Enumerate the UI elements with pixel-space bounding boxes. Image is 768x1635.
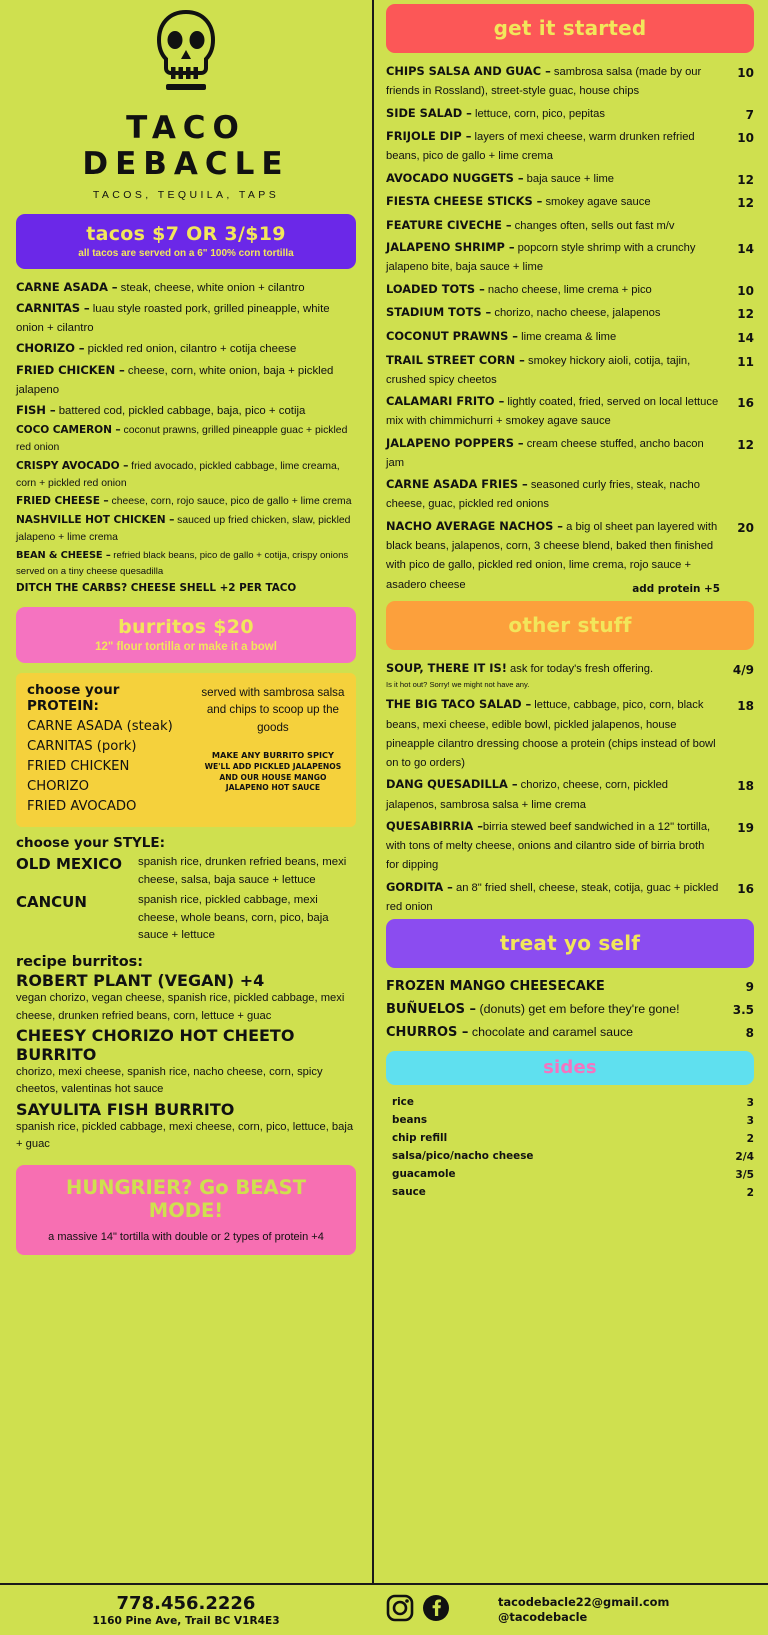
item-desc: smokey hickory aioli, cotija, tajin, crushed spicy cheetos: [386, 354, 691, 386]
list-item: [16, 299, 356, 338]
get-it-started-banner: [386, 4, 754, 53]
item-desc: chorizo, cheese, corn, pickled jalapenos, sambrosa salsa + lime crema: [386, 779, 669, 811]
protein-box: [16, 673, 356, 827]
list-item: [386, 775, 754, 815]
item-desc: lettuce, cabbage, pico, corn, black beans, mexi cheese, edible bowl, pickled jalapenos, house pineapple cilantro dressing choose a protein (chips instead of bowl on to go orders): [386, 699, 716, 770]
list-item: FRIED CHICKEN: [27, 759, 130, 775]
item-price: 16: [737, 881, 754, 896]
list-item: FRIED AVOCADO: [27, 799, 137, 815]
list-item: [386, 1094, 754, 1112]
footer-right: [372, 1594, 768, 1627]
item-desc: lettuce, corn, pico, pepitas: [471, 107, 605, 120]
recipe-name: SAYULITA FISH BURRITO: [16, 1099, 235, 1119]
item-name: NASHVILLE HOT CHICKEN –: [16, 514, 175, 527]
recipe-burritos: [16, 954, 356, 1153]
item-name: DANG QUESADILLA –: [386, 777, 518, 792]
item-desc: changes often, sells out fast m/v: [511, 219, 675, 232]
style-desc: spanish rice, pickled cabbage, mexi cheese, whole beans, corn, pico, baja sauce + lettuce: [138, 893, 329, 942]
item-desc: chocolate and caramel sauce: [468, 1024, 634, 1039]
item-name: COCONUT PRAWNS –: [386, 328, 518, 343]
item-desc: battered cod, pickled cabbage, baja, pico + cotija: [55, 404, 306, 417]
item-desc: steak, cheese, white onion + cilantro: [117, 282, 305, 294]
item-desc: baja sauce + lime: [523, 172, 614, 185]
item-price: 2: [746, 1187, 754, 1200]
list-item: [16, 361, 356, 400]
list-item: [16, 458, 356, 493]
item-name: chip refill: [392, 1131, 448, 1144]
item-name: FEATURE CIVECHE –: [386, 217, 512, 232]
sides-list: [386, 1094, 754, 1203]
item-desc: pickled red onion, cilantro + cotija cheese: [84, 343, 297, 356]
tacos-list: [16, 278, 356, 594]
item-name: sauce: [392, 1186, 426, 1199]
recipe-desc: vegan chorizo, vegan cheese, spanish rice, pickled cabbage, mexi cheese, drunken refried beans, corn, lettuce + guac: [16, 992, 345, 1022]
item-price: 7: [745, 107, 754, 122]
sides-banner: [386, 1051, 754, 1085]
item-desc: layers of mexi cheese, warm drunken refried beans, pico de gallo + lime crema: [386, 131, 695, 163]
tacos-banner: [16, 214, 356, 269]
facebook-icon[interactable]: [422, 1594, 450, 1627]
item-price: 16: [737, 396, 754, 411]
item-price: 8: [745, 1025, 754, 1040]
burritos-banner-sub: 12" flour tortilla or make it a bowl: [95, 641, 277, 654]
list-item: [386, 475, 754, 515]
item-desc: sauced up fried chicken, slaw, pickled jalapeno + lime crema: [16, 515, 351, 544]
item-price: 9: [745, 980, 754, 995]
item-name: guacamole: [392, 1168, 456, 1181]
item-desc: popcorn style shrimp with a crunchy jalapeno bite, baja sauce + lime: [386, 242, 696, 274]
item-price: 2/4: [735, 1151, 754, 1164]
list-item: [16, 278, 356, 298]
beast-mode-box: [16, 1165, 356, 1255]
item-name: LOADED TOTS –: [386, 281, 485, 296]
list-item: [386, 1023, 754, 1044]
column-divider: [372, 0, 374, 1583]
item-desc: lightly coated, fried, served on local lettuce mix with chimmichurri + smokey agave sauce: [386, 396, 719, 428]
tacos-banner-title: tacos $7 OR 3/$19: [86, 223, 286, 245]
item-price: 12: [737, 307, 754, 322]
item-price: 14: [737, 242, 754, 257]
list-item: [386, 392, 754, 432]
list-item: [16, 339, 356, 359]
list-item: [386, 695, 754, 773]
list-item: [16, 512, 356, 547]
item-price: [728, 216, 754, 217]
item-name: GORDITA –: [386, 879, 453, 894]
burritos-banner-title: burritos $20: [118, 616, 254, 639]
item-name: QUESABIRRIA –: [386, 818, 483, 833]
recipe-burritos-heading: recipe burritos:: [16, 954, 144, 971]
item-desc: lime creama & lime: [518, 330, 617, 343]
item-name: TRAIL STREET CORN –: [386, 352, 525, 367]
phone-number[interactable]: 778.456.2226: [116, 1593, 256, 1614]
item-desc: luau style roasted pork, grilled pineapple, white onion + cilantro: [16, 303, 330, 335]
skull-icon: [16, 10, 356, 102]
treat-yo-self-banner: [386, 919, 754, 968]
page-title: TACO DEBACLE: [82, 110, 290, 182]
list-item: [16, 548, 356, 579]
list-item: [386, 327, 754, 349]
email[interactable]: tacodebacle22@gmail.com: [498, 1594, 670, 1609]
protein-choices: [27, 682, 193, 817]
list-item: [386, 434, 754, 474]
item-name: rice: [392, 1095, 414, 1108]
list-item: CARNITAS (pork): [27, 739, 137, 755]
other-stuff-title: other stuff: [508, 612, 632, 637]
spicy-note-body: WE'LL ADD PICKLED JALAPENOS AND OUR HOUSE MANGO JALAPENO HOT SAUCE: [204, 761, 342, 793]
item-desc: seasoned curly fries, steak, nacho cheese, guac, pickled red onions: [386, 479, 700, 511]
item-name: FRIED CHEESE –: [16, 495, 109, 508]
item-name: JALAPENO POPPERS –: [386, 435, 524, 450]
item-name: AVOCADO NUGGETS –: [386, 170, 524, 185]
served-with-note: served with sambrosa salsa and chips to scoop up the goods: [201, 686, 345, 734]
item-name: FROZEN MANGO CHEESECAKE: [386, 979, 605, 995]
item-name: STADIUM TOTS –: [386, 305, 492, 320]
item-price: 3.5: [732, 1003, 754, 1017]
get-it-started-list: [386, 62, 754, 595]
item-name: CARNE ASADA FRIES –: [386, 477, 528, 492]
recipe-name: CHEESY CHORIZO HOT CHEETO BURRITO: [16, 1025, 295, 1064]
choose-style-label: choose your STYLE:: [16, 835, 166, 852]
item-name: CRISPY AVOCADO –: [16, 459, 129, 472]
list-item: CHORIZO: [27, 779, 89, 795]
soup-footnote: Is it hot out? Sorry! we might not have any.: [386, 680, 530, 690]
list-item: [16, 401, 356, 421]
item-price: 3: [746, 1096, 754, 1109]
add-protein-note: add protein +5: [632, 582, 720, 595]
item-name: NACHO AVERAGE NACHOS –: [386, 518, 563, 533]
item-price: 19: [737, 820, 754, 835]
item-desc: smokey agave sauce: [542, 196, 651, 209]
item-desc: sambrosa salsa (made by our friends in Rossland), street-style guac, house chips: [386, 66, 702, 98]
list-item: [386, 104, 754, 126]
style-name: CANCUN: [16, 892, 87, 911]
instagram-icon[interactable]: [386, 1594, 414, 1627]
item-desc: birria stewed beef sandwiched in a 12" tortilla, with tons of melty cheese, onions and cilantro side of birria broth for dipping: [386, 820, 711, 872]
list-item: [16, 422, 356, 457]
item-name: CALAMARI FRITO –: [386, 394, 505, 409]
item-price: 18: [737, 779, 754, 794]
item-desc: cheese, corn, rojo sauce, pico de gallo + lime crema: [108, 496, 352, 508]
choose-protein-label: choose your PROTEIN:: [27, 682, 120, 715]
item-price: 14: [737, 330, 754, 345]
item-desc: coconut prawns, grilled pineapple guac + pickled red onion: [16, 425, 348, 453]
left-column: [0, 0, 372, 1635]
item-price: 10: [737, 66, 754, 80]
list-item: [386, 216, 754, 236]
list-item: [386, 1166, 754, 1184]
item-price: 10: [737, 131, 754, 146]
item-desc: chorizo, nacho cheese, jalapenos: [491, 307, 661, 320]
list-item: [386, 280, 754, 302]
other-stuff-banner: [386, 601, 754, 650]
ditch-the-carbs-note: DITCH THE CARBS? CHEESE SHELL +2 PER TACO: [16, 582, 297, 595]
item-name: BUÑUELOS –: [386, 1002, 477, 1017]
item-name: CARNE ASADA –: [16, 280, 118, 294]
list-item: CARNE ASADA (steak): [27, 719, 173, 735]
treat-yo-self-title: treat yo self: [499, 931, 641, 956]
list-item: [386, 659, 754, 681]
footer: [0, 1583, 768, 1635]
item-price: 12: [737, 437, 754, 452]
item-desc: ask for today's fresh offering.: [506, 662, 654, 675]
item-desc: fried avocado, pickled cabbage, lime creama, corn + pickled red onion: [16, 460, 340, 489]
list-item: [16, 854, 356, 890]
treat-yo-self-list: [386, 977, 754, 1043]
other-stuff-list: [386, 659, 754, 917]
sides-title: sides: [543, 1056, 597, 1078]
item-name: CHIPS SALSA AND GUAC –: [386, 64, 551, 78]
burritos-banner: [16, 607, 356, 663]
style-name: OLD MEXICO: [16, 855, 123, 874]
item-name: THE BIG TACO SALAD –: [386, 697, 532, 712]
item-desc: cheese, corn, white onion, baja + pickled jalapeno: [16, 364, 334, 396]
list-item: [386, 817, 754, 876]
item-price: [728, 475, 754, 476]
item-desc: refried black beans, pico de gallo + cotija, crispy onions served on a tiny cheese quesadilla: [16, 550, 349, 577]
item-price: 20: [737, 520, 754, 535]
contact-block: [498, 1595, 669, 1626]
item-name: COCO CAMERON –: [16, 424, 121, 437]
beast-mode-sub: a massive 14" tortilla with double or 2 types of protein +4: [48, 1231, 324, 1244]
item-price: 18: [737, 699, 754, 714]
spicy-note: [201, 750, 345, 794]
item-name: FISH –: [16, 402, 56, 417]
recipe-desc: chorizo, mexi cheese, spanish rice, nacho cheese, corn, spicy cheetos, valentinas hot sauce: [16, 1065, 323, 1096]
recipe-name: ROBERT PLANT (VEGAN) +4: [16, 971, 265, 991]
burrito-styles: [16, 835, 356, 945]
list-item: [386, 1000, 754, 1021]
list-item: [386, 351, 754, 391]
item-name: FRIJOLE DIP –: [386, 129, 472, 144]
item-price: 2: [746, 1132, 754, 1145]
item-price: 3/5: [735, 1169, 754, 1182]
social-handle[interactable]: @tacodebacle: [498, 1610, 588, 1624]
social-links[interactable]: [386, 1594, 450, 1627]
get-it-started-title: get it started: [493, 16, 647, 40]
list-item: [386, 1130, 754, 1148]
item-name: SIDE SALAD –: [386, 105, 472, 120]
item-name: CARNITAS –: [16, 301, 90, 316]
list-item: [386, 238, 754, 278]
item-price: 3: [746, 1114, 754, 1127]
item-name: FRIED CHICKEN –: [16, 362, 125, 377]
item-desc: cream cheese stuffed, ancho bacon jam: [386, 437, 704, 469]
list-item: [386, 127, 754, 167]
item-name: salsa/pico/nacho cheese: [392, 1150, 534, 1163]
item-desc: a big ol sheet pan layered with black beans, jalapenos, corn, 3 cheese blend, baked then finished with pico de gallo, pickled red onion, lime crema, rojo sauce + asadero cheese: [386, 520, 718, 591]
list-item: [16, 892, 356, 945]
burrito-notes: [201, 682, 345, 817]
item-price: 10: [737, 283, 754, 298]
item-name: SOUP, THERE IT IS!: [386, 660, 507, 675]
item-name: CHURROS –: [386, 1024, 469, 1040]
brand-tagline: TACOS, TEQUILA, TAPS: [92, 189, 280, 201]
address: 1160 Pine Ave, Trail BC V1R4E3: [92, 1615, 280, 1627]
item-price: 11: [737, 354, 754, 369]
list-item: [16, 493, 356, 511]
logo-block: [16, 4, 356, 201]
item-price: 12: [737, 172, 754, 187]
list-item: [386, 192, 754, 214]
right-column: [372, 0, 768, 1635]
list-item: [386, 1148, 754, 1166]
footer-left: [0, 1593, 372, 1627]
beast-mode-title: HUNGRIER? Go BEAST MODE!: [66, 1176, 306, 1223]
list-item: [386, 1184, 754, 1202]
tacos-banner-sub: all tacos are served on a 6" 100% corn tortilla: [78, 248, 294, 259]
item-name: beans: [392, 1113, 428, 1126]
item-price: 4/9: [732, 662, 754, 677]
list-item: [386, 1112, 754, 1130]
recipe-desc: spanish rice, pickled cabbage, mexi cheese, corn, pico, lettuce, baja + guac: [16, 1120, 354, 1151]
item-price: 12: [737, 196, 754, 211]
list-item: [386, 169, 754, 191]
item-name: BEAN & CHEESE –: [16, 550, 111, 561]
item-name: CHORIZO –: [16, 341, 85, 356]
list-item: [386, 303, 754, 325]
item-name: FIESTA CHEESE STICKS –: [386, 194, 543, 209]
item-desc: nacho cheese, lime crema + pico: [484, 283, 652, 296]
list-item: [386, 62, 754, 102]
item-desc: (donuts) get em before they're gone!: [476, 1002, 680, 1016]
list-item: [386, 977, 754, 998]
item-name: JALAPENO SHRIMP –: [386, 240, 515, 255]
item-desc: an 8" fried shell, cheese, steak, cotija, guac + pickled red onion: [386, 881, 719, 913]
list-item: [386, 878, 754, 918]
spicy-note-head: MAKE ANY BURRITO SPICY: [211, 750, 334, 761]
style-desc: spanish rice, drunken refried beans, mexi cheese, salsa, baja sauce + lettuce: [138, 856, 347, 887]
